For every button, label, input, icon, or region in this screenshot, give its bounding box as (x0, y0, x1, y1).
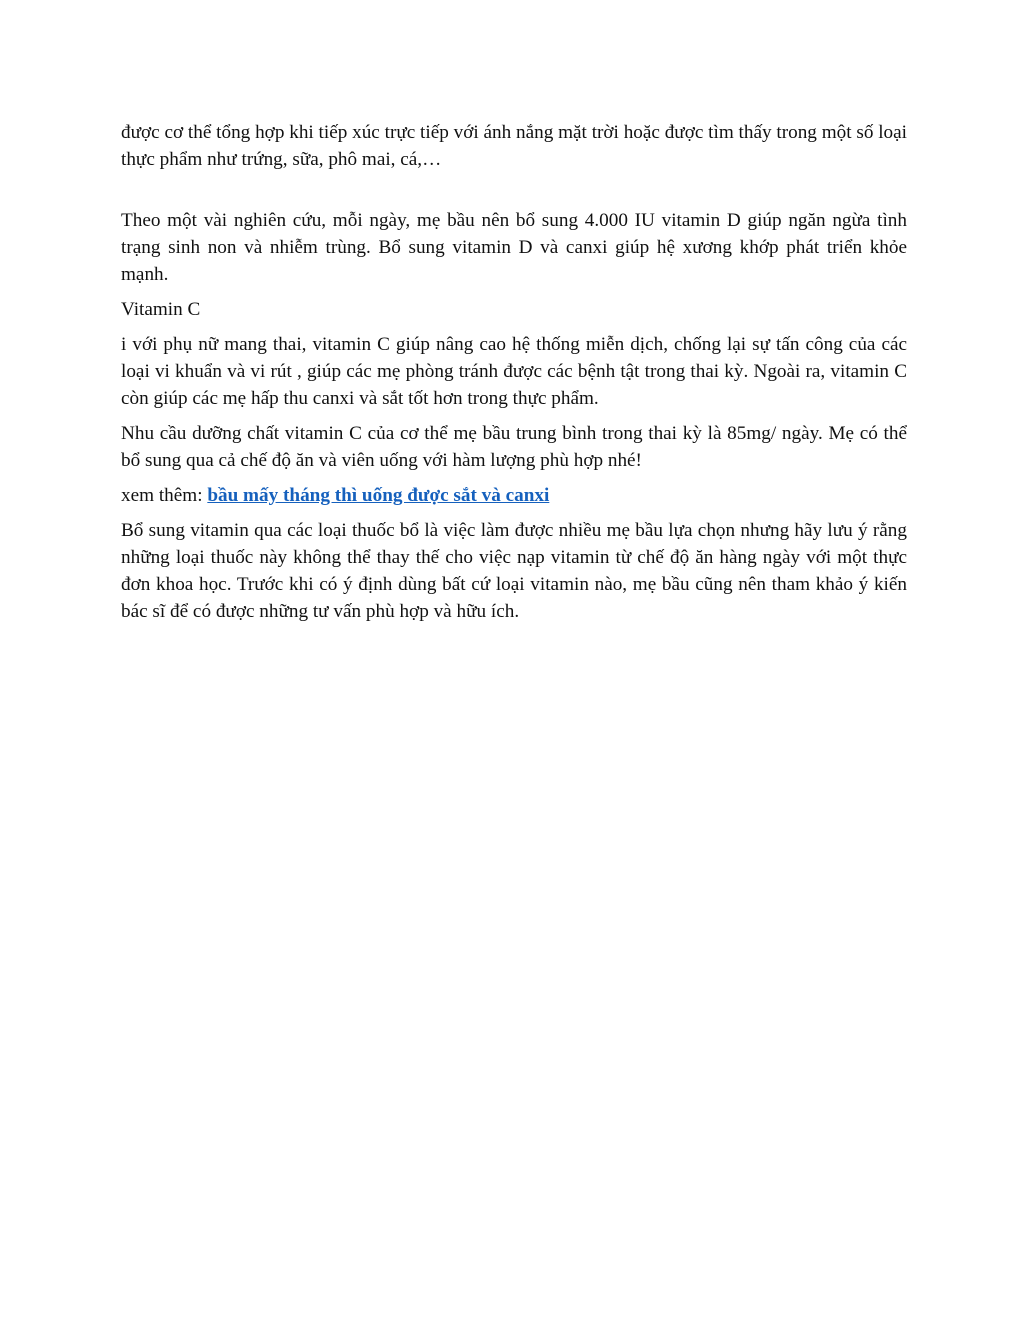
see-also-line (121, 482, 907, 509)
paragraph-vitamin-d-sources: được cơ thể tổng hợp khi tiếp xúc trực tiếp với ánh nắng mặt trời hoặc được tìm thấy trong một số loại thực phẩm như trứng, sữa, phô mai, cá,… (121, 122, 907, 170)
paragraph-vitamin-c-requirement: Nhu cầu dưỡng chất vitamin C của cơ thể mẹ bầu trung bình trong thai kỳ là 85mg/ ngày. Mẹ có thể bổ sung qua cả chế độ ăn và viên uống với hàm lượng phù hợp nhé! (121, 423, 907, 471)
document-page (121, 119, 907, 633)
heading-vitamin-c: Vitamin C (121, 299, 201, 320)
see-also-prefix: xem thêm: (121, 485, 208, 506)
see-also-link[interactable]: bầu mấy tháng thì uống được sắt và canxi (207, 485, 550, 506)
paragraph-closing-advice: Bổ sung vitamin qua các loại thuốc bổ là việc làm được nhiều mẹ bầu lựa chọn nhưng hãy lưu ý rằng những loại thuốc này không thể thay thế cho việc nạp vitamin từ chế độ ăn hàng ngày với một thực đơn khoa học. Trước khi có ý định dùng bất cứ loại vitamin nào, mẹ bầu cũng nên tham khảo ý kiến bác sĩ để có được những tư vấn phù hợp và hữu ích. (121, 520, 907, 622)
paragraph-vitamin-c-benefits: i với phụ nữ mang thai, vitamin C giúp nâng cao hệ thống miễn dịch, chống lại sự tấn công của các loại vi khuẩn và vi rút , giúp các mẹ phòng tránh được các bệnh tật trong thai kỳ. Ngoài ra, vitamin C còn giúp các mẹ hấp thu canxi và sắt tốt hơn trong thực phẩm. (121, 334, 907, 409)
paragraph-vitamin-d-dosage: Theo một vài nghiên cứu, mỗi ngày, mẹ bầu nên bổ sung 4.000 IU vitamin D giúp ngăn ngừa tình trạng sinh non và nhiễm trùng. Bổ sung vitamin D và canxi giúp hệ xương khớp phát triển khỏe mạnh. (121, 210, 907, 285)
